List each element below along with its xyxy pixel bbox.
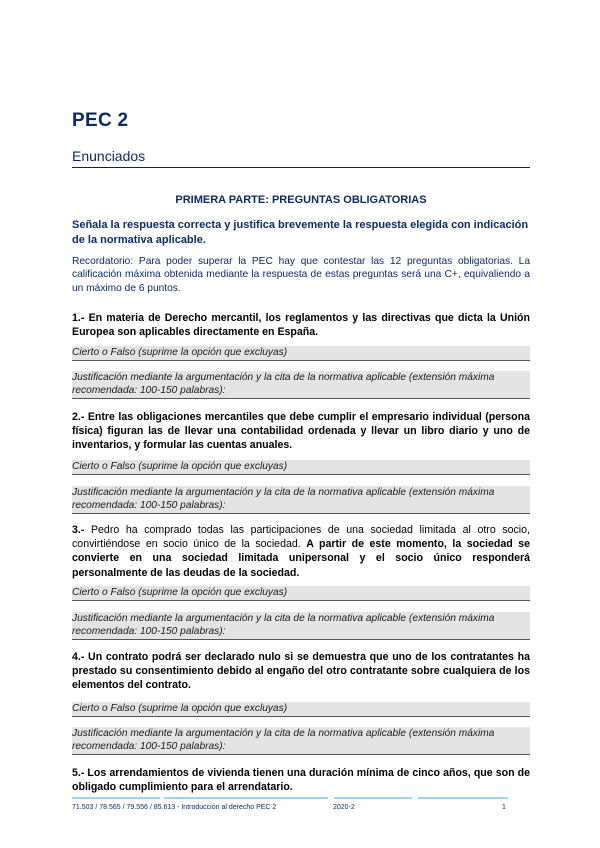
answer-justification-4[interactable]: Justificación mediante la argumentación y la cita de la normativa aplicable (extensión máxima recomendada: 100-150 palabras): [72, 727, 530, 755]
answer-true-false-3[interactable]: Cierto o Falso (suprime la opción que excluyas) [72, 586, 530, 601]
footer-page-number: 1 [502, 804, 506, 811]
answer-true-false-4[interactable]: Cierto o Falso (suprime la opción que excluyas) [72, 702, 530, 717]
instruction-text: Señala la respuesta correcta y justifica brevemente la respuesta elegida con indicación de la normativa aplicable. [72, 219, 529, 246]
question-3-number: 3.- [72, 524, 85, 536]
question-4: 4.- Un contrato podrá ser declarado nulo si se demuestra que uno de los contratantes ha prestado su consentimiento debido al engaño del otro contratante sobre cualquiera de los elementos del contrato. [72, 651, 530, 692]
answer-true-false-1[interactable]: Cierto o Falso (suprime la opción que excluyas) [72, 346, 530, 361]
footer-rule [72, 797, 508, 800]
reminder-note: Recordatorio: Para poder superar la PEC hay que contestar las 12 preguntas obligatorias. La calificación máxima obtenida mediante la respuesta de estas preguntas será una C+, equivaliendo a un máximo de 6 puntos. [72, 256, 530, 294]
page-subtitle: Enunciados [72, 148, 146, 164]
section-heading: PRIMERA PARTE: PREGUNTAS OBLIGATORIAS [175, 194, 427, 206]
answer-justification-3[interactable]: Justificación mediante la argumentación y la cita de la normativa aplicable (extensión máxima recomendada: 100-150 palabras): [72, 612, 530, 640]
footer-term: 2020-2 [333, 804, 355, 811]
question-3 [72, 523, 530, 580]
question-2: 2.- Entre las obligaciones mercantiles que debe cumplir el empresario individual (persona física) figuran las de llevar una contabilidad ordenada y llevar un libro diario y uno de inventarios, y formular las cuentas anuales. [72, 411, 530, 452]
page-title: PEC 2 [72, 110, 129, 131]
subtitle-rule [72, 148, 530, 168]
question-3-statement: A partir de este momento, la sociedad se convierte en una sociedad limitada unipersonal y el socio único responderá personalmente de las deudas de la sociedad. [72, 538, 530, 579]
question-1: 1.- En materia de Derecho mercantil, los reglamentos y las directivas que dicta la Unión Europea son aplicables directamente en España. [72, 312, 530, 339]
question-5: 5.- Los arrendamientos de vivienda tienen una duración mínima de cinco años, que son de obligado cumplimiento para el arrendatario. [72, 767, 530, 794]
answer-justification-1[interactable]: Justificación mediante la argumentación y la cita de la normativa aplicable (extensión máxima recomendada: 100-150 palabras): [72, 371, 530, 399]
answer-justification-2[interactable]: Justificación mediante la argumentación y la cita de la normativa aplicable (extensión máxima recomendada: 100-150 palabras): [72, 486, 530, 514]
question-3-intro: Pedro ha comprado todas las participaciones de una sociedad limitada al otro socio, convirtiéndose en socio único de la sociedad. [72, 524, 530, 551]
answer-true-false-2[interactable]: Cierto o Falso (suprime la opción que excluyas) [72, 460, 530, 475]
footer-course-codes: 71.503 / 78.565 / 79.556 / 85.613 - Introducción al derecho PEC 2 [72, 804, 277, 811]
